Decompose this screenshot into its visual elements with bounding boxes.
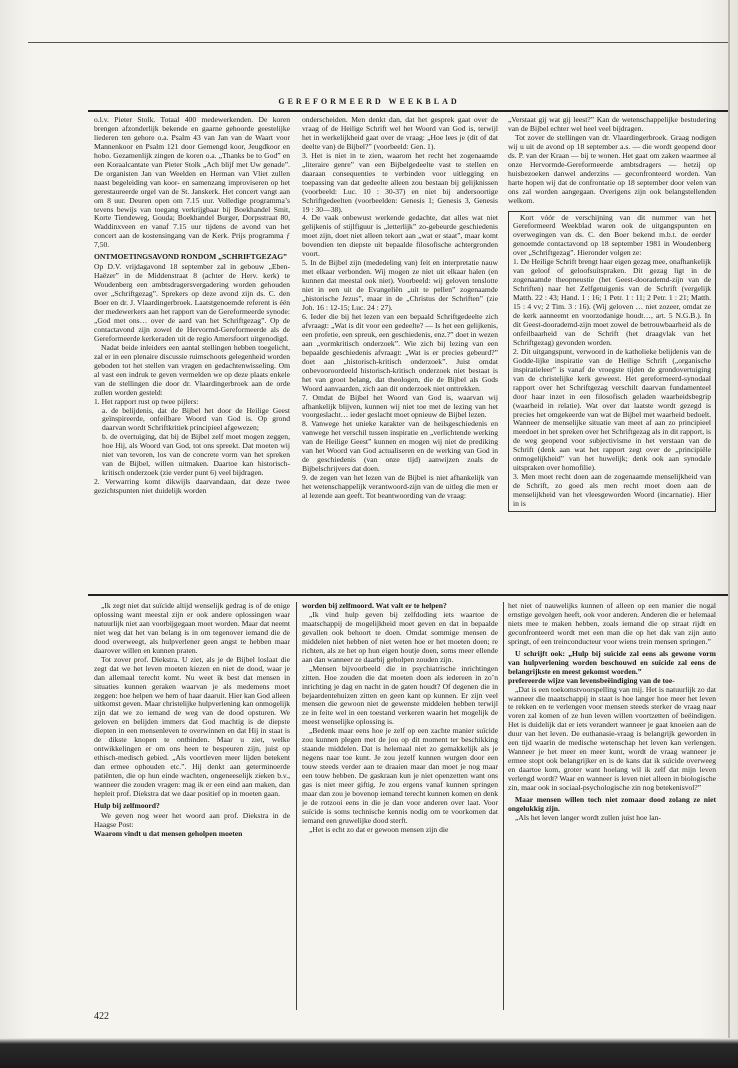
list-item: 3. Het is niet in te zien, waarom het recht het zogenaamde „literaire genre” van een Bijbelgedeelte vast te stellen en daaraan consequenties te verbinden voor uitlegging en toepassing van dat gedeelte alleen zou bestaan bij gelijknissen (voorbeeld: Luc. 10 : 30-37) en niet bij andersoortige Schriftgedeelten (voorbeelden: Genesis 1; Genesis 3, Genesis 19 : 30—38). [302,150,498,214]
column-1-bottom [94,602,290,1008]
paragraph: Nadat beide inleiders een aantal stellingen hebben toegelicht, zal er in een plenaire discussie ruimschoots gelegenheid worden geboden tot het stellen van vragen en gedachtenwisseling. Om al vast een indruk te geven vermelden we op deze plaats enkele van de stellingen die door dr. Vlaardingerbroek aan de orde zullen worden gesteld: [94,342,290,397]
paragraph: Tot zover prof. Diekstra. U ziet, als je de Bijbel loslaat die zegt dat we het leven moeten kiezen en niet de dood, waar je dan allemaal terecht komt. Nu weet ik best dat mensen in situaties kunnen geraken waarvan je als medemens moet zeggen: hoe helpen we hem of haar daaruit. Hier kan God alleen uitkomst geven. Maar christelijke hulpverlening kan onmogelijk zijn dat we zo iemand de weg van de dood opsturen. We geloven en belijden immers dat God machtig is de diepste diepten in een mensenleven te overwinnen en dat Hij in staat is de dikste knopen te ontbinden. Maar u ziet, welke ontwikkelingen er om ons heen te bespeuren zijn, juist op ethisch-medisch gebied. „Als voortleven meer lijden betekent dan ermee ophouden etc.”. Hij denkt aan geterminoerde patiënten, die op hun einde wachten, ongeneeselijk zieken b.v., wanneer die zouden vragen: mag ik er een eind aan maken, dan hepleit prof. Diekstra dat we daar positief op in moeten gaan. [94,654,290,799]
page-number: 422 [94,1011,109,1022]
paragraph: „Het is echt zo dat er gewoon mensen zijn die [309,824,449,834]
paragraph: onderscheiden. Men denkt dan, dat het gesprek gaat over de vraag of de Heilige Schrift wel het Woord van God is, terwijl het in werkelijkheid gaat over de vraag: „Hoe lees je (dit of dat deelte van) de Bijbel?” (voorbeeld: Gen. 1). [302,116,498,151]
interview-question: U schrijft ook: „Hulp bij suïcide zal eens als gewone vorm van hulpverlening worden beschouwd en suïcide zal eens de belangrijkste en meest gekomst worden.” [508,648,716,676]
column-3-top [508,116,716,590]
list-item: 5. In de Bijbel zijn (mededeling van) feit en interpretatie nauw met elkaar verbonden. Wij mogen ze niet uit elkaar halen (en kunnen dat meestal ook niet). Voorbeeld: wij geloven tenslotte niet in een uit de Evangeliën „uit te pellen” zogenaamde „historische Jezus”, maar in de „Christus der Schriften” (zie Joh. 16 : 12-15; Luc. 24 : 27). [302,258,498,313]
column-2-top [302,116,498,590]
section-divider [88,594,728,596]
page-edge [728,0,730,1040]
list-item: 1. Het rapport rust op twee pijlers: [94,396,199,406]
list-item: 3. Men moet recht doen aan de zogenaamde menselijkheid van de Schrift, zo goed als men recht moet doen aan de menselijkheid van het vleesgeworden Woord (incarnatie). Hier in is [513,472,711,509]
column-2-bottom [302,602,498,1008]
paragraph: Tot zover de stellingen van dr. Vlaardingerbroek. Graag nodigen wij u uit de avond op 18 september a.s. — die wordt geopend door ds. P. van der Kraan — bij te wonen. Het gaat om zaken waarmee al onze Hervormde-Gereformeerde ambtsdragers — hetzij op huisbezoeken danwel anderzins — geconfronteerd worden. Van harte hopen wij dat de confrontatie op 18 september door velen van ons zal worden aangegaan. Overigens zijn ook belangstellenden welkom. [508,132,716,205]
interview-question: prefereerde wijze van levensbeëindiging van de toe- [508,675,675,685]
interview-question: worden bij zelfmoord. Wat valt er te helpen? [302,602,447,610]
list-item: 1. De Heilige Schrift brengt haar eigen gezag mee, onafhankelijk van geloof of geloofsuitspraken. Dit gezag ligt in de zogenaamde theopneustie (het Geest-doorademd-zijn van de Schriften) naar het Zelfgetuigenis van de Schrift (vergelijk Matth. 22 : 43; Hand. 1 : 16; 1 Petr. 1 : 11; 2 Petr. 1 : 21; Matth. 15 : 4 vv; 2 Tim. 3 : 16). (Wij geloven … niet zozeer, omdat ze de kerk aanneemt en voorzodanige houdt…, art. 5 N.G.B.). In dit Geest-doorademd-zijn moet zowel de betrouwbaarheid als de onfeilbaarheid van de Schrift (het draagvlak van het Schriftgezag) gevonden worden. [513,257,711,347]
interview-question: Maar mensen willen toch niet zomaar dood zolang ze niet ongelukkig zijn. [508,795,716,813]
paragraph: het niet of nauwelijks kunnen of alleen op een manier die nogal ernstige gevolgen heeft, ook voor anderen. Anderen die er helemaal niets mee te maken hebben, zoals iemand die op straat rijdt en geconfronteerd wordt met een man die op het dak van zijn auto springt, of een treinconducteur voor wiens trein mensen springen.” [508,602,716,646]
interview-question: Waarom vindt u dat mensen geholpen moeten [94,828,243,838]
paragraph: „Mensen bijvoorbeeld die in psychiatrische inrichtingen zitten. Hoe zouden die dat moeten doen als iedereen in zo’n inrichting je dag en nacht in de gaten houdt? Of degenen die in bejaardentehuizen zitten en geen kant op kunnen. Er zijn veel mensen die gewoon niet de gewenste middelen hebben terwijl ze in feite wel in een toestand verkeren waarin het mogelijk de meest wenselijke oplossing is. [302,663,498,727]
top-scan-rule [28,42,728,43]
column-1-top [94,116,290,590]
paragraph: „Als het leven langer wordt zullen juist hoe lan- [515,812,661,822]
article-heading: ONTMOETINGSAVOND RONDOM „SCHRIFTGEZAG” [94,252,287,262]
boxed-section [508,211,716,512]
paragraph: „Bedenk maar eens hoe je zelf op een zachte manier suïcide zou kunnen plegen met de jou op dit moment ter beschikking staande middelen. Dat is helemaal niet zo gemakkelijk als je negens naar toe kunt. Je zou jezelf kunnen wurgen door een touw steeds verder aan te draaien maar dan moet je nog maar een touw hebben. De gaskraan kun je niet openzetten want ons gas is niet meer giftig. Je zou ergens vanaf kunnen springen maar dan zou je bovenop iemand terecht kunnen komen en denk je de rotzooi eens in die je dan voor anderen over laat. Voor suïcide is soms technische kennis nodig om te voorkomen dat iemand een gruwelijke dood sterft. [302,726,498,825]
list-item: 2. Dit uitgangspunt, verwoord in de katholieke belijdenis van de Godde-lijke inspiratie van de Heilige Schrift („organische inspiratieleer” is vanaf de vroegste tijden de grondovertuiging van de christelijke kerk geweest. Het gereformeerd-synodaal rapport over het Schriftgezag verschilt daarvan fundamenteel door haar inzet in een filosofisch geladen waarheidsbegrip (waarheid in relatie). Wat over dat laatste wordt gezegd is precies het omgekeerde van wat de Bijbel met waarheid bedoelt. Wanneer de menselijke situatie van meet af aan zo principieel meedoet in het spreken over het Schriftgezag als in dit rapport, is de weg geopend voor subjectivisme in het verstaan van de Schrift (denk aan wat het rapport zegt over de „principiële onmogelijkheid” van het huwelijk; denk ook aan synodale uitspraken over homofilie). [513,346,711,473]
list-item: a. de belijdenis, dat de Bijbel het door de Heilige Geest geïnspireerde, onfeilbare Woord van God is. Op grond daarvan wordt Schriftkritiek principieel afgewezen; [102,405,290,433]
paragraph: „Ik vind hulp geven bij zelfdoding iets waartoe de maatschappij de mogelijkheid moet geven en dat in bepaalde gevallen ook behoort te doen. Omdat sommige mensen de middelen niet hebben of niet weten hoe er het moeten doen; re richten, als ze het op hun eigen houtje doen, soms meer ellende aan dan wanneer ze daarbij geholpen zouden zijn. [302,609,498,664]
column-rule [296,602,297,1010]
paragraph: „Dat is een toekomstvoorspelling van mij. Het is natuurlijk zo dat wanneer die maatschappij in staat is hoe langer hoe meer het leven te rekken en te verlengen voor mensen steeds sterker de vraag naar voren zal komen of ze hun leven willen voortzetten of beëindigen. Het is duidelijk dat er iets verandert wanneer je gaat knoeien aan de duur van het leven. De euthanasie-vraag is belangrijk geworden in een tijd waarin de medische wetenschap het leven kan verlengen. Wanneer je het meer en meer kunt, wordt de vraag wanneer je ermee stopt ook belangrijker en is de kans dat ik suïcide overweeg en daartoe kom, groter want hoelang wil ik zelf dat mijn leven verlengd wordt? Waar en wanneer is leven niet alleen in biologische zin, maar ook in sociaal-psychologische zin nog betekenisvol?” [508,684,716,793]
list-item: 4. De vaak onbewust werkende gedachte, dat alles wat niet gelijkenis of stijlfiguur is „letterlijk” zo-gebeurde geschiedenis moet zijn, doet niet alleen tekort aan „wat er staat”, maar komt bovendien ten diepste uit bepaalde filosofische achtergronden voort. [302,213,498,259]
paragraph: „Ik zegt niet dat suïcide altijd wenselijk gedrag is of de enige oplossing want meestal zijn er ook andere oplossingen waar natuurlijk niet aan voorbijgegaan moet worden. Maar dat neemt niet weg dat het van belang is in om tegenover iemand die de dood overweegt, als hulpverlener geen angst te hebben maar daarover willen en kunnen praten. [94,602,290,655]
paragraph: Kort vóór de verschijning van dit nummer van het Gereformeerd Weekblad waren ook de uitgangspunten en overwegingen van ds. C. den Boer bekend m.b.t. de eerder genoemde contactavond op 18 september 1981 in Woudenberg over „Schriftgezag”. Hieronder volgen ze: [513,212,711,258]
scan-shadow [0,1038,738,1068]
list-item: 7. Omdat de Bijbel het Woord van God is, waarvan wij afhankelijk blijven, kunnen wij niet toe met de lezing van het voorgeslacht… ieder geslacht moet opnieuw de Bijbel lezen. [302,392,498,420]
column-rule [503,602,504,1010]
list-item: 8. Vanwege het unieke karakter van de heilsgeschiedenis en vanwege het verschil tussen inspiratie en „verlichtende werking van de Heilige Geest” kunnen en mogen wij niet de prediking van het Woord van God actualiseren en de werking van God in de geschiedenis (van onze tijd) aanwijzen zoals de Bijbelschrijvers dat doen. [302,419,498,474]
list-item: 9. de zegen van het lezen van de Bijbel is niet afhankelijk van het wetenschappelijk verantwoord-zijn van de uitleg die men er al lezende aan geeft. Tot beantwoording van de vraag: [302,473,498,501]
list-item: 2. Verwarring komt dikwijls daarvandaan, dat deze twee gezichtspunten niet duidelijk worden [94,477,290,496]
masthead: GEREFORMEERD WEEKBLAD [278,97,460,106]
header-rule [88,110,728,112]
concert-text: o.l.v. Pieter Stolk. Totaal 400 medewerkenden. De koren brengen afzonderlijk bekende en gaarne gehoorde geestelijke liederen ten gehore o.a. Psalm 43 van Jan van de Waart voor Mannenkoor en Psalm 121 door Gemengd koor, Jeugdkoor en hobo. Gezamenlijk zingen de koren o.a. „Thanks be to God” en een Koraalcantate van Pieter Stolk „Ach blijf met Uw genade”. De organisten Jan van Weelden en Herman van Vliet zullen naast begeleiding van koor- en samenzang improviseren op het gerestaureerde orgel van de St. Janskerk. Het concert vangt aan om 8 uur. Deuren open om 7.15 uur. Volledige programma’s tevens bewijs van toegang verkrijgbaar bij Boekhandel Smit, Korte Tiendeweg, Gouda; Boekhandel Burger, Dorpsstraat 80, Waddinxveen en vanaf 7.15 uur tijdens de avond van het concert aan de kostensingang van de Kerk. Prijs programma ƒ 7,50. [94,116,290,250]
list-item: 6. Ieder die bij het lezen van een bepaald Schriftgedeelte zich afvraagt: „Wat is dit voor een gedeelte? — Is het een gelijkenis, een profetie, een spreuk, een geschiedenis, enz.?” doet in wezen aan „vormkritisch onderzoek”. Wie zich bij lezing van een bepaalde geschiedenis afvraagt: „Wat is er precies gebeurd?” doet aan „historisch-kritisch onderzoek”. Juist omdat onbevooroordeeld historisch-kritisch onderzoek niet bestaat is het van groot belang, dat theologen, die de Bijbel als Gods Woord aanvaarden, zich aan dit onderzoek niet onttrekken. [302,311,498,393]
subheading: Hulp bij zelfmoord? [94,800,160,810]
column-3-bottom [508,602,716,1008]
paragraph: We geven nog weer het woord aan prof. Diekstra in de Haagse Post: [94,810,290,829]
paragraph: Op D.V. vrijdagavond 18 september zal in gebouw „Eben-Haëzer” in de Middenstraat 8 (achter de Herv. kerk) te Woudenberg een ambtsdragersvergadering worden gehouden over „Schriftgezag”. Sprekers op deze avond zijn ds. C. den Boer en dr. J. Vlaardingerbroek. Laatstgenoemde referent is één der medewerkers aan het rapport van de Gereformeerde synode: „God met ons… over de aard van het Schriftgezag”. Op de contactavond zijn zowel de Hervormd-Gereformeerde als de Gereformeerde kerkeraden uit de regio Amersfoort uitgenodigd. [94,262,290,343]
paragraph: „Verstaat gij wat gij leest?” Kan de wetenschappelijke bestudering van de Bijbel echter wel heel veel bijdragen. [508,116,716,133]
list-item: b. de overtuiging, dat bij de Bijbel zelf moet mogen zeggen, hoe Hij, als Woord van God, tot ons spreekt. Dat moeten wij niet van tevoren, los van de concrete vorm van het spreken van de Bijbel, willen uitmaken. Daartoe kan historisch-kritisch onderzoek (zie verder punt 6) veel bijdragen. [102,432,290,478]
